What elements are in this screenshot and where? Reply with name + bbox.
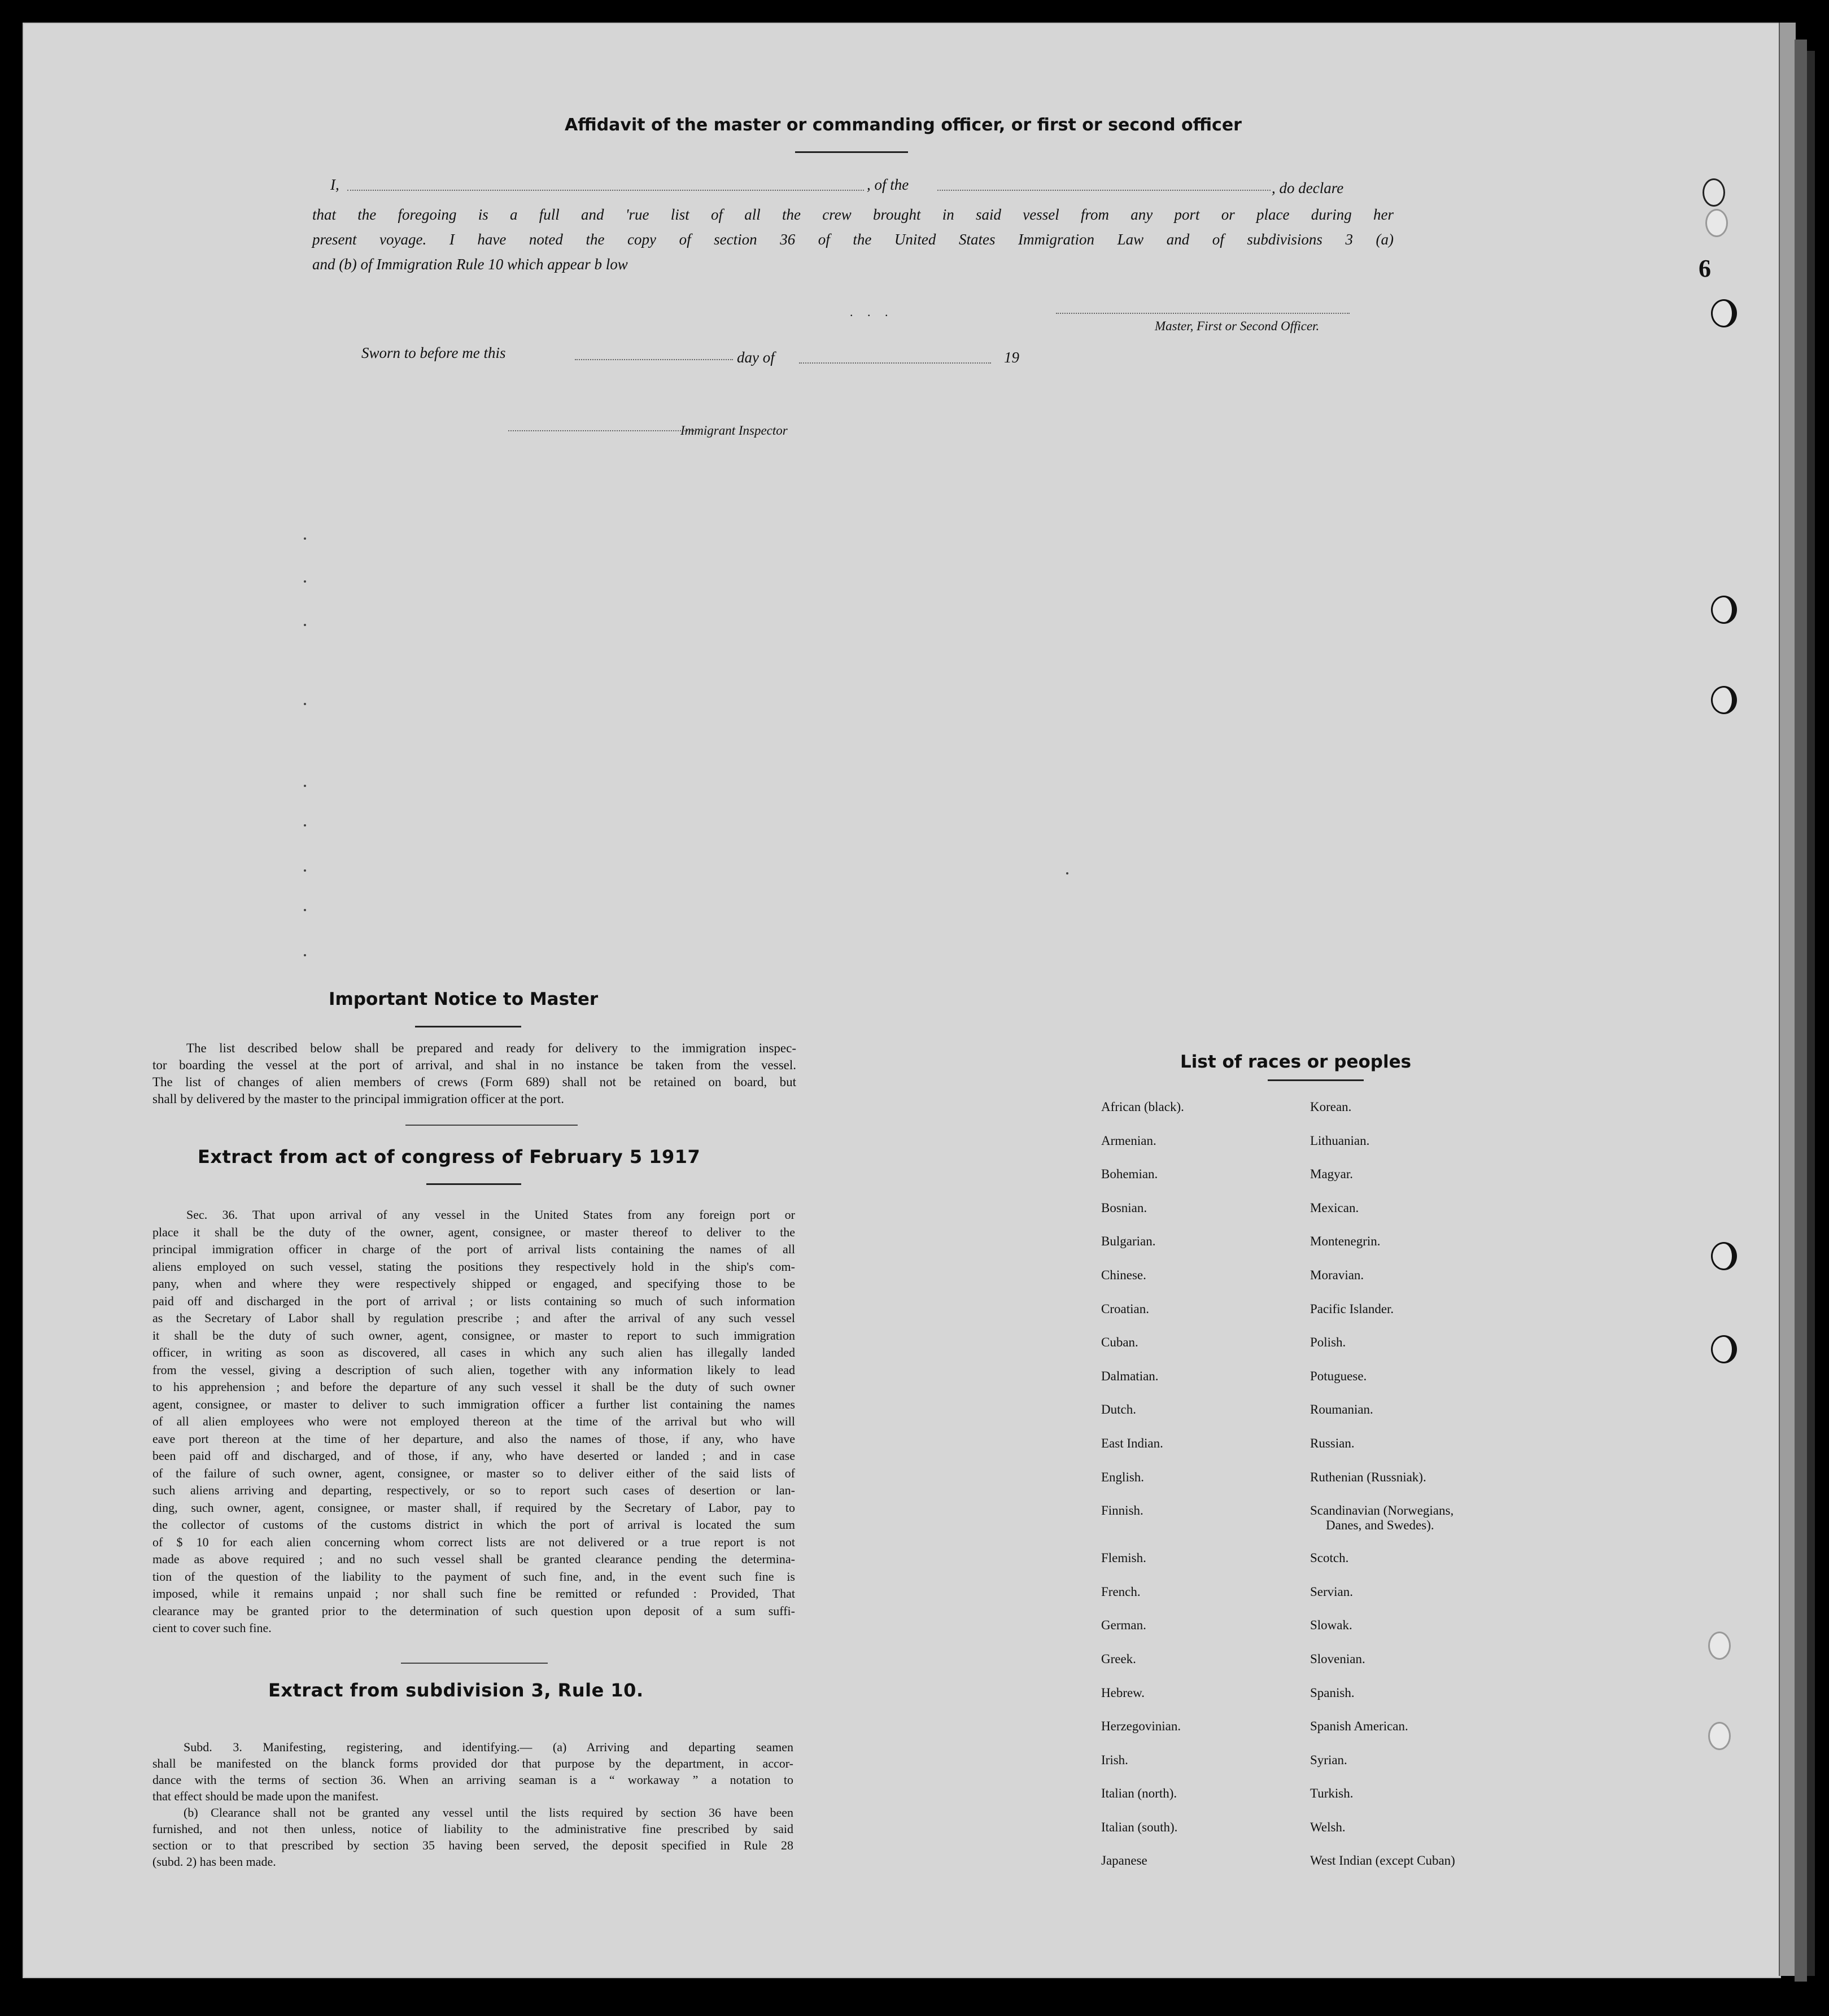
races-title: List of races or peoples [1180, 1052, 1412, 1072]
rule-title: Extract from subdivision 3, Rule 10. [268, 1680, 644, 1701]
divider [795, 151, 908, 153]
binder-hole [1708, 1632, 1731, 1660]
race-item: Slovenian. [1310, 1651, 1365, 1666]
race-item: Montenegrin. [1310, 1234, 1381, 1249]
page-edge [1807, 51, 1815, 1976]
race-item: Moravian. [1310, 1267, 1364, 1282]
race-item: Magyar. [1310, 1167, 1354, 1182]
name-blank [347, 177, 864, 191]
race-item: Lithuanian. [1310, 1133, 1370, 1148]
race-item: Italian (south). [1101, 1820, 1178, 1834]
races-right-column [1310, 1100, 1455, 1887]
race-item: Danes, and Swedes). [1326, 1518, 1434, 1533]
race-item: Roumanian. [1310, 1402, 1373, 1417]
affidavit-body: that the foregoing is a full and 'rue list of all the crew brought in said vessel from any port or place during her present voyage. I have noted the copy of section 36 of the United States Immigration Law and of subdivisions 3 (a) and (b) of Immigration Rule 10 which appear b low [312, 206, 1394, 273]
binder-hole [1711, 596, 1737, 624]
divider [405, 1125, 578, 1126]
binder-hole [1708, 1722, 1731, 1750]
binder-hole [1705, 209, 1728, 237]
divider [1268, 1079, 1364, 1081]
signature-line [1056, 305, 1350, 314]
binder-hole [1711, 686, 1737, 714]
race-item: French. [1101, 1584, 1141, 1599]
act-text: Sec. 36. That upon arrival of any vessel in the United States from any foreign port or place it shall be the duty of the owner, agent, consignee, or master thereof to deliver to the principal immigration officer in charge of the port of arrival lists containing the names of all aliens employed on such vessel, stating the positions they respectively hold in the ship's com- pany, when and where they were respectively shipped or engaged, and specifying those to be paid off and discharged in the port of arrival ; or lists containing so much of such information as the Secretary of Labor shall by regulation prescribe ; and after the arrival of any such vessel it shall be the duty of such owner, agent, consignee, or master to report to such immigration officer, in writing as soon as discovered, all cases in which any such alien has illegally landed from the vessel, giving a description of such alien, together with any information likely to lead to his apprehension ; and before the departure of any such vessel it shall be the duty of such owner agent, consignee, or master to deliver to such immigration officer a further list containing the names of all alien employees who were not employed thereon at the time of the arrival but who will eave port thereon at the time of her departure, and also the names of those, if any, who have been paid off and discharged, and of those, if any, who have deserted or landed ; and in case of the failure of such owner, agent, consignee, or master so to deliver either of the said lists of such aliens arriving and departing, respectively, or so to report such cases of desertion or lan- ding, such owner, agent, consignee, or master shall, if required by the Secretary of Labor, pay to the collector of customs of the customs district in which the port of arrival is located the sum of $ 10 for each alien concerning whom correct lists are not delivered or a true report is not made as above required ; and no such vessel shall be granted clearance pending the determina- tion of the question of the liability to the payment of such fine, and, in the event such fine is imposed, while it remains unpaid ; nor shall such fine be remitted or refunded : Provided, That clearance may be granted prior to the determination of such question upon deposit of a sum suffi- cient to cover such fine. [152, 1208, 795, 1635]
sworn-label: Sworn to before me this [361, 344, 506, 361]
race-item: Bohemian. [1101, 1167, 1158, 1182]
race-item: Spanish. [1310, 1685, 1355, 1700]
race-item: Scotch. [1310, 1551, 1349, 1565]
race-item: Servian. [1310, 1584, 1354, 1599]
race-item: Italian (north). [1101, 1786, 1177, 1801]
binder-hole [1711, 1242, 1737, 1270]
race-item: Bulgarian. [1101, 1234, 1156, 1249]
race-item: African (black). [1101, 1100, 1184, 1114]
race-item: German. [1101, 1618, 1146, 1633]
race-item: Polish. [1310, 1335, 1346, 1350]
race-item: Korean. [1310, 1100, 1352, 1114]
race-item: Potuguese. [1310, 1368, 1367, 1383]
race-item: Hebrew. [1101, 1685, 1145, 1700]
year-label: 19 [1004, 349, 1019, 366]
race-item: Scandinavian (Norwegians, [1310, 1503, 1454, 1518]
race-item: Cuban. [1101, 1335, 1138, 1350]
race-item: Bosnian. [1101, 1200, 1147, 1215]
inspector-label: Immigrant Inspector [680, 423, 788, 438]
race-item: East Indian. [1101, 1436, 1163, 1450]
affidavit-title: Affidavit of the master or commanding officer, or first or second officer [565, 115, 1242, 135]
affidavit-of-the: , of the [867, 176, 909, 193]
divider [415, 1026, 521, 1027]
master-label: Master, First or Second Officer. [1155, 319, 1320, 333]
page-edge [1779, 23, 1796, 1976]
vessel-blank [937, 177, 1271, 191]
sworn-month-blank [799, 349, 991, 364]
divider [426, 1183, 521, 1185]
race-item: Pacific Islander. [1310, 1301, 1394, 1316]
race-item: Herzegovinian. [1101, 1719, 1181, 1734]
race-item: English. [1101, 1470, 1145, 1484]
binder-hole [1703, 178, 1725, 207]
race-item: Chinese. [1101, 1267, 1146, 1282]
divider [401, 1663, 548, 1664]
race-item: Armenian. [1101, 1133, 1156, 1148]
race-item: Russian. [1310, 1436, 1355, 1450]
sworn-day-blank [575, 346, 733, 360]
race-item: Finnish. [1101, 1503, 1143, 1518]
binder-hole [1711, 1335, 1737, 1363]
race-item: Turkish. [1310, 1786, 1354, 1801]
race-item: Japanese [1101, 1853, 1147, 1868]
affidavit-declare: , do declare [1272, 180, 1344, 196]
race-item: West Indian (except Cuban) [1310, 1853, 1455, 1868]
race-item: Greek. [1101, 1651, 1136, 1666]
race-item: Dutch. [1101, 1402, 1136, 1417]
rule-text: Subd. 3. Manifesting, registering, and identifying.— (a) Arriving and departing seamen shall be manifested on the blanck forms provided dor that purpose by the department, in accor- dance with the terms of section 36. When an arriving seaman is a “ workaway ” a notation to that effect should be made upon the manifest. (b) Clearance shall not be granted any vessel until the lists required by section 36 have been furnished, and not then unless, notice of liability to the administrative fine prescribed by said section or to that prescribed by section 35 having been served, the deposit specified in Rule 28 (subd. 2) has been made. [152, 1740, 793, 1869]
binder-hole [1711, 299, 1737, 327]
page-edge [1795, 40, 1807, 1982]
race-item: Mexican. [1310, 1200, 1359, 1215]
race-item: Slowak. [1310, 1618, 1352, 1633]
race-item: Irish. [1101, 1752, 1128, 1767]
inspector-signature-line [508, 418, 695, 431]
act-title: Extract from act of congress of February 5 1917 [198, 1146, 701, 1167]
races-left-column [1101, 1100, 1184, 1887]
notice-text: The list described below shall be prepared and ready for delivery to the immigration inspec- tor boarding the vessel at the port of arrival, and shal in no instance be taken from the vessel. The list of changes of alien members of crews (Form 689) shall not be retained on board, but shall by delivered by the master to the principal immigration officer at the port. [152, 1041, 796, 1106]
race-item: Dalmatian. [1101, 1368, 1159, 1383]
page-number: 6 [1699, 255, 1711, 282]
race-item: Spanish American. [1310, 1719, 1408, 1734]
race-item: Flemish. [1101, 1551, 1146, 1565]
race-item: Syrian. [1310, 1752, 1347, 1767]
race-item: Welsh. [1310, 1820, 1346, 1834]
race-item: Ruthenian (Russniak). [1310, 1470, 1426, 1484]
affidavit-i: I, [330, 176, 339, 193]
race-item: Croatian. [1101, 1301, 1149, 1316]
notice-title: Important Notice to Master [329, 989, 599, 1009]
day-of-label: day of [737, 349, 775, 366]
